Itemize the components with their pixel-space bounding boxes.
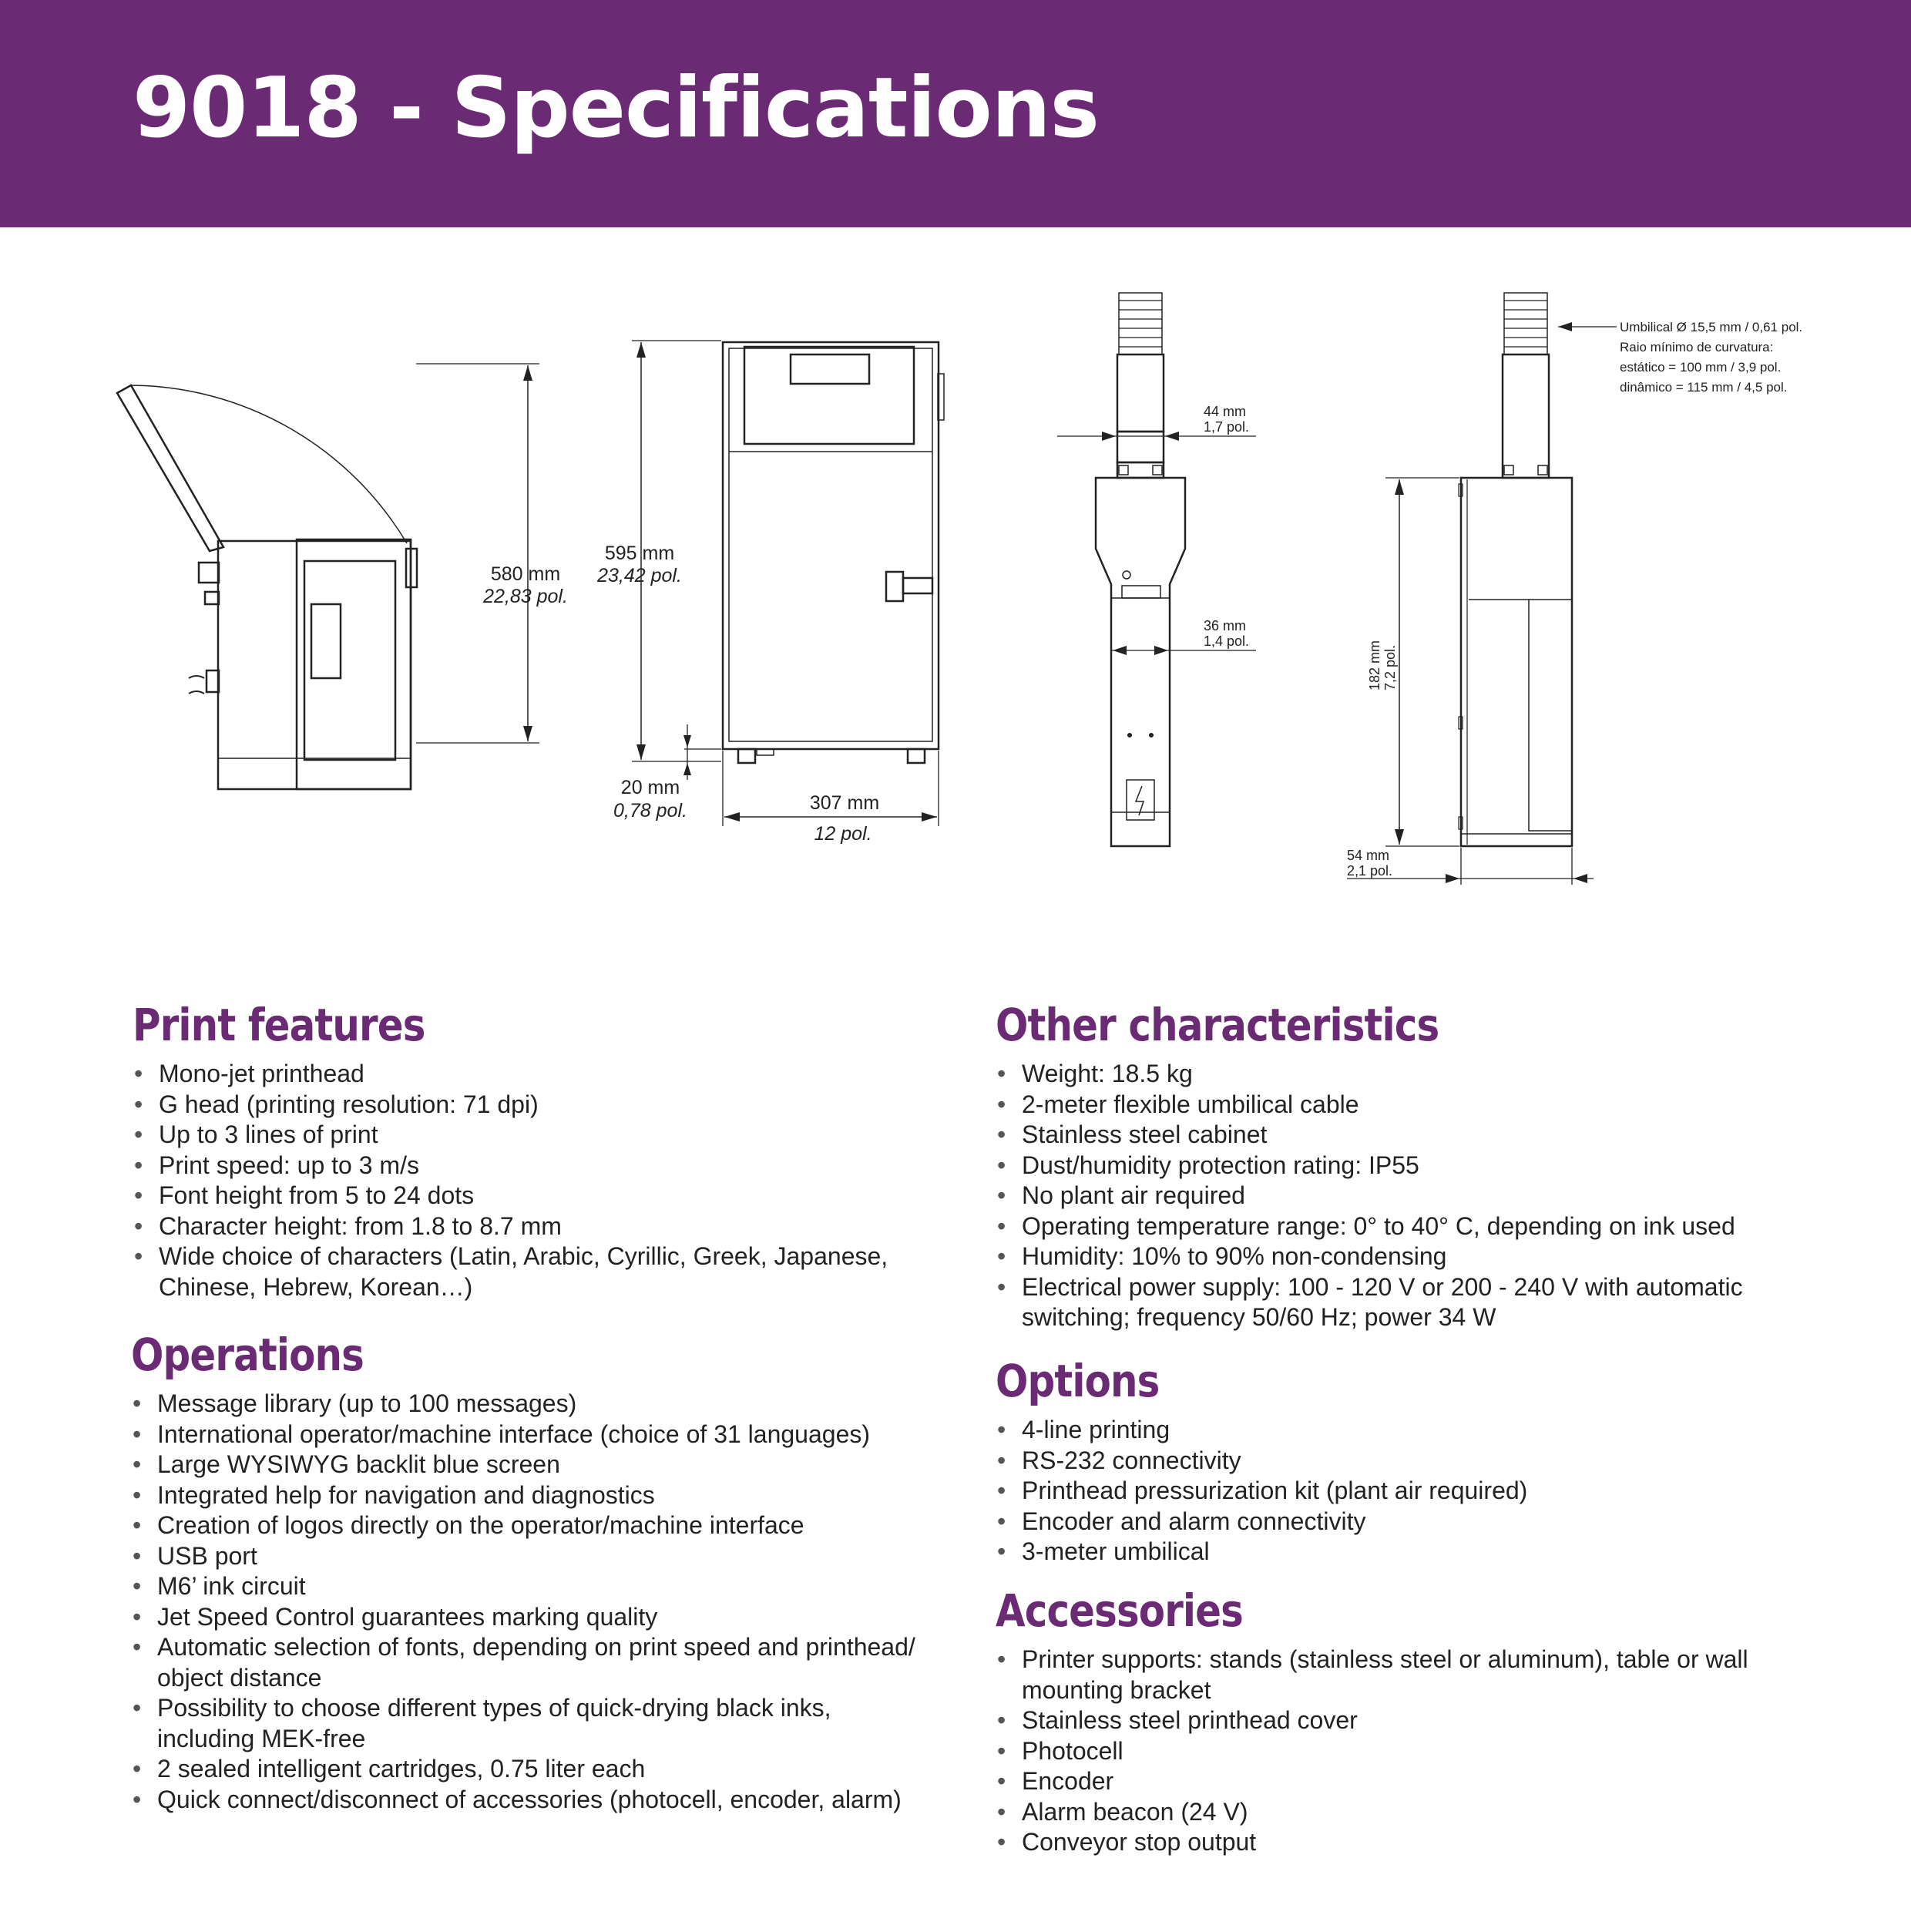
printhead-side-drawing xyxy=(1347,293,1617,885)
list-item: • G head (printing resolution: 71 dpi) xyxy=(133,1090,934,1121)
list-item: • Creation of logos directly on the operator/machine interface xyxy=(131,1510,932,1541)
list-item: • Alarm beacon (24 V) xyxy=(996,1797,1782,1828)
print-features-heading: Print features xyxy=(133,999,425,1051)
other-characteristics-list xyxy=(996,1059,1782,1333)
printhead-front-drawing xyxy=(1057,293,1256,846)
list-item: • Large WYSIWYG backlit blue screen xyxy=(131,1450,932,1480)
list-item: • Printer supports: stands (stainless steel or aluminum), table or wall mounting bracket xyxy=(996,1645,1782,1705)
list-item: • Message library (up to 100 messages) xyxy=(131,1389,932,1420)
list-item: • Possibility to choose different types of quick-drying black inks, including MEK-free xyxy=(131,1693,932,1754)
list-item: • Mono-jet printhead xyxy=(133,1059,934,1090)
head-mid-mm-label: 36 mm xyxy=(1204,618,1247,633)
head-top-in-label: 1,7 pol. xyxy=(1204,419,1250,435)
header-banner xyxy=(0,0,1911,227)
list-item: • Electrical power supply: 100 - 120 V or 200 - 240 V with automatic switching; frequency 50/60 Hz; power 34 W xyxy=(996,1272,1782,1333)
list-item: • Character height: from 1.8 to 8.7 mm xyxy=(133,1211,934,1242)
list-item: • Jet Speed Control guarantees marking quality xyxy=(131,1602,932,1633)
options-heading: Options xyxy=(996,1355,1160,1407)
head-mid-in-label: 1,4 pol. xyxy=(1204,633,1250,649)
list-item: • USB port xyxy=(131,1541,932,1572)
options-section xyxy=(996,1355,1782,1567)
head-side-height-mm-label: 182 mm xyxy=(1367,640,1382,690)
technical-drawings xyxy=(0,277,1911,909)
list-item: • Photocell xyxy=(996,1736,1782,1767)
dynamic-radius-label: dinâmico = 115 mm / 4,5 pol. xyxy=(1620,380,1788,395)
accessories-heading: Accessories xyxy=(996,1584,1243,1637)
side-height-in-label: 22,83 pol. xyxy=(483,586,568,607)
operations-section xyxy=(131,1329,932,1815)
front-height-in-label: 23,42 pol. xyxy=(597,565,682,586)
list-item: • Quick connect/disconnect of accessories (photocell, encoder, alarm) xyxy=(131,1785,932,1816)
list-item: • 3-meter umbilical xyxy=(996,1537,1782,1567)
accessories-section xyxy=(996,1584,1782,1858)
list-item: • Encoder and alarm connectivity xyxy=(996,1507,1782,1537)
head-side-depth-mm-label: 54 mm xyxy=(1347,848,1390,863)
dimension-drawings-svg xyxy=(0,277,1911,909)
front-width-in-label: 12 pol. xyxy=(814,823,872,845)
side-view-drawing xyxy=(117,364,539,789)
list-item: • Wide choice of characters (Latin, Arabic, Cyrillic, Greek, Japanese, Chinese, Hebrew, Korean…) xyxy=(133,1242,934,1302)
accessories-list xyxy=(996,1645,1782,1858)
other-characteristics-section xyxy=(996,999,1782,1333)
static-radius-label: estático = 100 mm / 3,9 pol. xyxy=(1620,360,1782,375)
list-item: • Operating temperature range: 0° to 40° C, depending on ink used xyxy=(996,1211,1782,1242)
front-foot-mm-label: 20 mm xyxy=(620,777,680,798)
list-item: • No plant air required xyxy=(996,1181,1782,1211)
print-features-section xyxy=(133,999,934,1302)
bend-radius-label: Raio mínimo de curvatura: xyxy=(1620,340,1774,354)
list-item: • M6’ ink circuit xyxy=(131,1571,932,1602)
list-item: • Stainless steel cabinet xyxy=(996,1120,1782,1151)
front-foot-in-label: 0,78 pol. xyxy=(613,800,687,822)
list-item: • International operator/machine interface (choice of 31 languages) xyxy=(131,1420,932,1450)
list-item: • Humidity: 10% to 90% non-condensing xyxy=(996,1242,1782,1272)
head-side-height-in-label: 7,2 pol. xyxy=(1382,644,1398,690)
list-item: • Font height from 5 to 24 dots xyxy=(133,1181,934,1211)
other-characteristics-heading: Other characteristics xyxy=(996,999,1439,1051)
list-item: • Up to 3 lines of print xyxy=(133,1120,934,1151)
list-item: • Automatic selection of fonts, depending on print speed and printhead/ object distance xyxy=(131,1632,932,1693)
print-features-list xyxy=(133,1059,934,1302)
options-list xyxy=(996,1415,1782,1567)
list-item: • Encoder xyxy=(996,1766,1782,1797)
umbilical-diameter-label: Umbilical Ø 15,5 mm / 0,61 pol. xyxy=(1620,320,1803,334)
head-side-depth-in-label: 2,1 pol. xyxy=(1347,863,1393,879)
head-top-mm-label: 44 mm xyxy=(1204,404,1247,419)
list-item: • 2-meter flexible umbilical cable xyxy=(996,1090,1782,1121)
list-item: • Stainless steel printhead cover xyxy=(996,1705,1782,1736)
list-item: • Printhead pressurization kit (plant air required) xyxy=(996,1476,1782,1507)
list-item: • 2 sealed intelligent cartridges, 0.75 liter each xyxy=(131,1754,932,1785)
operations-list xyxy=(131,1389,932,1815)
operations-heading: Operations xyxy=(131,1329,364,1381)
list-item: • Integrated help for navigation and diagnostics xyxy=(131,1480,932,1511)
side-height-mm-label: 580 mm xyxy=(490,563,561,585)
page-title: 9018 - Specifications xyxy=(133,60,1099,156)
front-height-mm-label: 595 mm xyxy=(604,543,675,564)
list-item: • Print speed: up to 3 m/s xyxy=(133,1151,934,1181)
list-item: • RS-232 connectivity xyxy=(996,1446,1782,1477)
list-item: • 4-line printing xyxy=(996,1415,1782,1446)
list-item: • Dust/humidity protection rating: IP55 xyxy=(996,1151,1782,1181)
front-width-mm-label: 307 mm xyxy=(809,792,880,814)
list-item: • Conveyor stop output xyxy=(996,1827,1782,1858)
list-item: • Weight: 18.5 kg xyxy=(996,1059,1782,1090)
